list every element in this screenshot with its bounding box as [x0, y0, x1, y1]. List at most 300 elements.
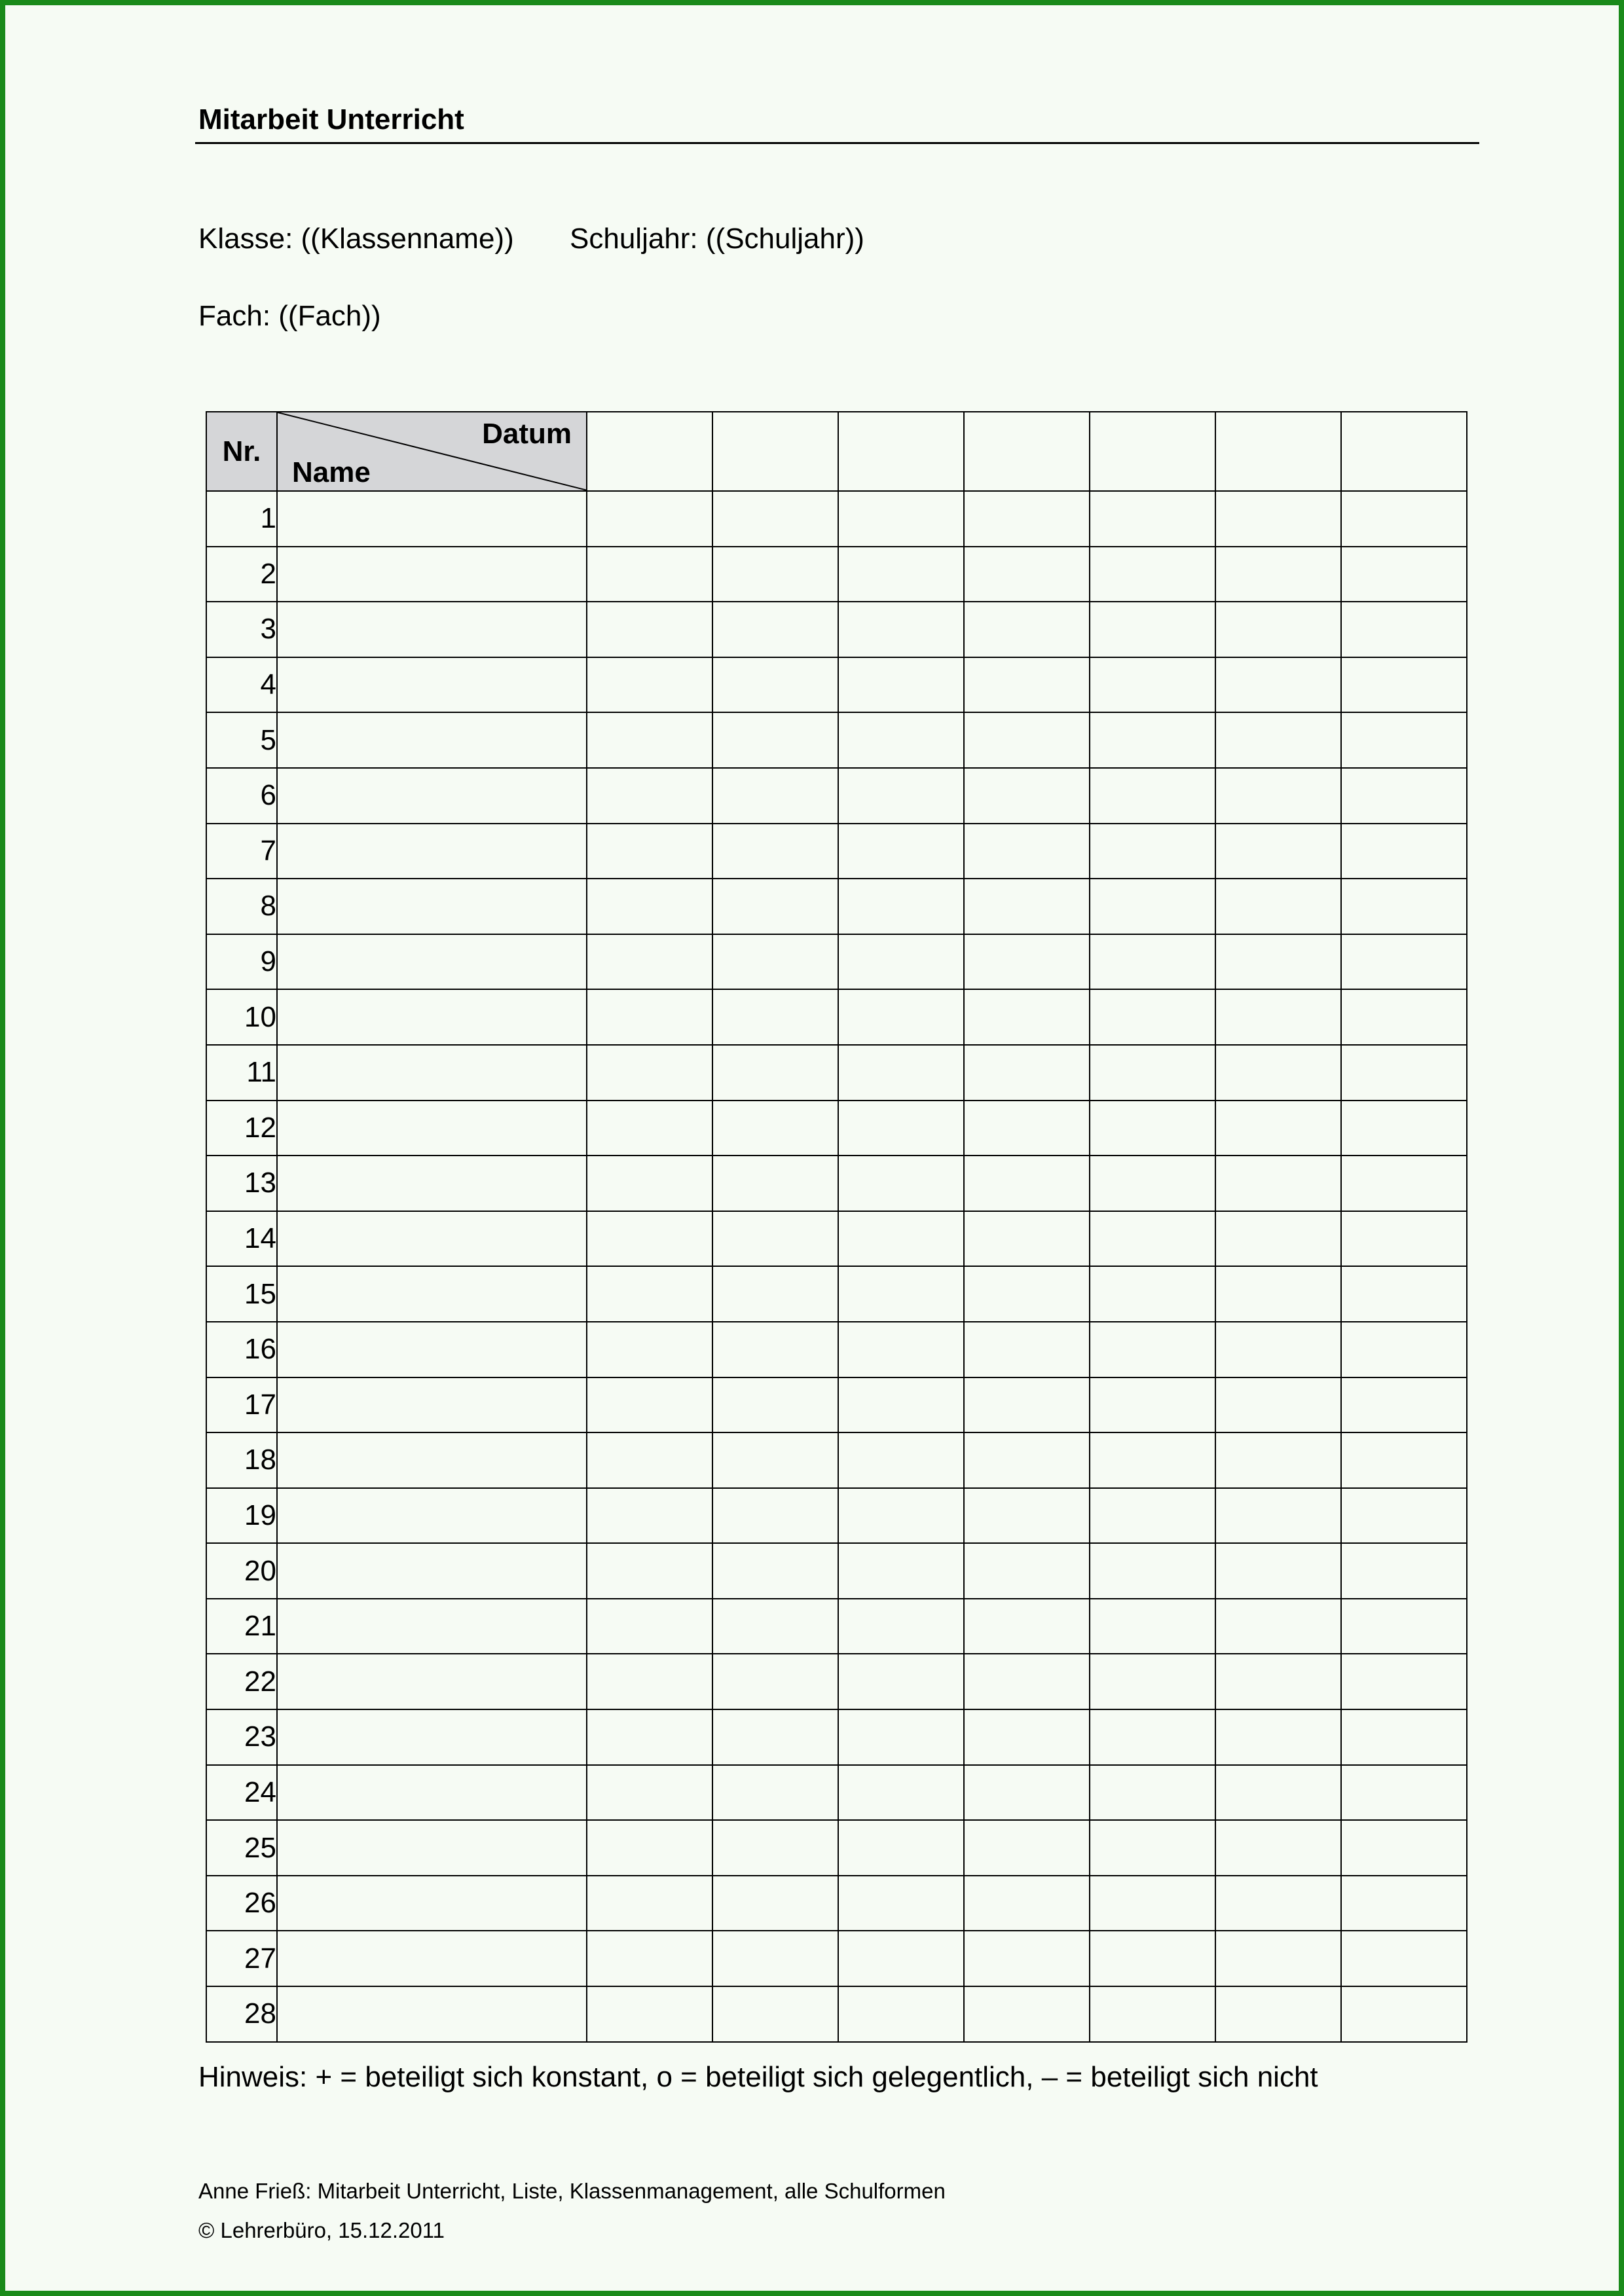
mark-cell[interactable]: [1215, 934, 1341, 990]
mark-cell[interactable]: [1090, 1986, 1215, 2042]
mark-cell[interactable]: [1341, 1156, 1467, 1211]
name-cell[interactable]: [277, 1322, 587, 1377]
mark-cell[interactable]: [1341, 1820, 1467, 1876]
name-cell[interactable]: [277, 1488, 587, 1544]
mark-cell[interactable]: [1215, 1156, 1341, 1211]
mark-cell[interactable]: [1090, 1432, 1215, 1488]
table-row: [206, 1101, 1467, 1156]
mark-cell[interactable]: [964, 1931, 1090, 1986]
mark-cell[interactable]: [1090, 934, 1215, 990]
legend-hint: Hinweis: + = beteiligt sich konstant, o = beteiligt sich gelegentlich, – = beteiligt sich nicht: [198, 2061, 1318, 2093]
mark-cell[interactable]: [587, 1820, 712, 1876]
mark-cell[interactable]: [1090, 1931, 1215, 1986]
participation-table: [206, 411, 1467, 2043]
mark-cell[interactable]: [964, 879, 1090, 934]
mark-cell[interactable]: [964, 1488, 1090, 1544]
mark-cell[interactable]: [1090, 1599, 1215, 1654]
table-row: [206, 1432, 1467, 1488]
table-row: [206, 712, 1467, 768]
header-date-cell[interactable]: [1341, 412, 1467, 491]
row-number: 1: [206, 491, 277, 547]
mark-cell[interactable]: [838, 1931, 964, 1986]
mark-cell[interactable]: [1215, 1876, 1341, 1931]
row-number: 25: [206, 1820, 277, 1876]
mark-cell[interactable]: [1215, 879, 1341, 934]
table-row: [206, 768, 1467, 824]
mark-cell[interactable]: [587, 602, 712, 657]
mark-cell[interactable]: [1215, 989, 1341, 1045]
mark-cell[interactable]: [1215, 1266, 1341, 1322]
table-row: [206, 1654, 1467, 1709]
table-header-row: [206, 412, 1467, 491]
header-nr: Nr.: [206, 412, 277, 491]
mark-cell[interactable]: [587, 1931, 712, 1986]
mark-cell[interactable]: [1215, 1709, 1341, 1765]
title-underline: [195, 142, 1479, 144]
row-number: 8: [206, 879, 277, 934]
mark-cell[interactable]: [1090, 547, 1215, 602]
mark-cell[interactable]: [838, 1322, 964, 1377]
mark-cell[interactable]: [712, 1986, 838, 2042]
mark-cell[interactable]: [1215, 1543, 1341, 1599]
mark-cell[interactable]: [838, 1709, 964, 1765]
mark-cell[interactable]: [1215, 1322, 1341, 1377]
name-cell[interactable]: [277, 547, 587, 602]
mark-cell[interactable]: [712, 934, 838, 990]
table-row: [206, 547, 1467, 602]
name-cell[interactable]: [277, 1654, 587, 1709]
table-row: [206, 657, 1467, 713]
mark-cell[interactable]: [1215, 1820, 1341, 1876]
name-cell[interactable]: [277, 1101, 587, 1156]
mark-cell[interactable]: [1215, 1765, 1341, 1821]
row-number: 13: [206, 1156, 277, 1211]
mark-cell[interactable]: [964, 602, 1090, 657]
mark-cell[interactable]: [1341, 934, 1467, 990]
name-cell[interactable]: [277, 1156, 587, 1211]
mark-cell[interactable]: [1341, 1377, 1467, 1433]
table-row: [206, 1266, 1467, 1322]
mark-cell[interactable]: [964, 1322, 1090, 1377]
mark-cell[interactable]: [964, 934, 1090, 990]
mark-cell[interactable]: [587, 768, 712, 824]
header-date-cell[interactable]: [964, 412, 1090, 491]
mark-cell[interactable]: [964, 1045, 1090, 1101]
table-row: [206, 989, 1467, 1045]
mark-cell[interactable]: [964, 1266, 1090, 1322]
mark-cell[interactable]: [838, 879, 964, 934]
mark-cell[interactable]: [1090, 1377, 1215, 1433]
mark-cell[interactable]: [712, 1377, 838, 1433]
mark-cell[interactable]: [838, 1876, 964, 1931]
mark-cell[interactable]: [838, 1986, 964, 2042]
header-date-cell[interactable]: [587, 412, 712, 491]
table-row: [206, 1876, 1467, 1931]
name-cell[interactable]: [277, 1543, 587, 1599]
table-row: [206, 1599, 1467, 1654]
mark-cell[interactable]: [1341, 1876, 1467, 1931]
mark-cell[interactable]: [1341, 1266, 1467, 1322]
mark-cell[interactable]: [1090, 1488, 1215, 1544]
mark-cell[interactable]: [712, 712, 838, 768]
mark-cell[interactable]: [1341, 1322, 1467, 1377]
mark-cell[interactable]: [1090, 1101, 1215, 1156]
mark-cell[interactable]: [1090, 1322, 1215, 1377]
mark-cell[interactable]: [1215, 1599, 1341, 1654]
mark-cell[interactable]: [1341, 1709, 1467, 1765]
name-cell[interactable]: [277, 879, 587, 934]
table-row: [206, 824, 1467, 879]
row-number: 6: [206, 768, 277, 824]
mark-cell[interactable]: [587, 1211, 712, 1267]
mark-cell[interactable]: [1215, 768, 1341, 824]
mark-cell[interactable]: [1090, 1211, 1215, 1267]
header-date-cell[interactable]: [1215, 412, 1341, 491]
mark-cell[interactable]: [1215, 712, 1341, 768]
header-name-datum: [277, 412, 587, 491]
mark-cell[interactable]: [838, 768, 964, 824]
mark-cell[interactable]: [838, 1156, 964, 1211]
row-number: 12: [206, 1101, 277, 1156]
mark-cell[interactable]: [1341, 824, 1467, 879]
mark-cell[interactable]: [712, 824, 838, 879]
mark-cell[interactable]: [587, 1101, 712, 1156]
mark-cell[interactable]: [1090, 491, 1215, 547]
row-number: 15: [206, 1266, 277, 1322]
footer-credit: Anne Frieß: Mitarbeit Unterricht, Liste, Klassenmanagement, alle Schulformen: [198, 2179, 946, 2203]
row-number: 9: [206, 934, 277, 990]
mark-cell[interactable]: [587, 879, 712, 934]
row-number: 10: [206, 989, 277, 1045]
name-cell[interactable]: [277, 934, 587, 990]
mark-cell[interactable]: [1215, 602, 1341, 657]
mark-cell[interactable]: [964, 657, 1090, 713]
mark-cell[interactable]: [838, 1266, 964, 1322]
mark-cell[interactable]: [1341, 1488, 1467, 1544]
mark-cell[interactable]: [1215, 1654, 1341, 1709]
mark-cell[interactable]: [1215, 547, 1341, 602]
mark-cell[interactable]: [964, 491, 1090, 547]
mark-cell[interactable]: [587, 1543, 712, 1599]
mark-cell[interactable]: [587, 1599, 712, 1654]
mark-cell[interactable]: [838, 1211, 964, 1267]
mark-cell[interactable]: [1215, 1931, 1341, 1986]
mark-cell[interactable]: [712, 1432, 838, 1488]
mark-cell[interactable]: [1090, 602, 1215, 657]
mark-cell[interactable]: [1090, 1709, 1215, 1765]
table-row: [206, 1377, 1467, 1433]
mark-cell[interactable]: [1215, 1377, 1341, 1433]
mark-cell[interactable]: [712, 1211, 838, 1267]
mark-cell[interactable]: [838, 1654, 964, 1709]
row-number: 16: [206, 1322, 277, 1377]
mark-cell[interactable]: [964, 712, 1090, 768]
mark-cell[interactable]: [838, 712, 964, 768]
row-number: 22: [206, 1654, 277, 1709]
mark-cell[interactable]: [712, 1876, 838, 1931]
header-date-cell[interactable]: [1090, 412, 1215, 491]
mark-cell[interactable]: [1341, 657, 1467, 713]
row-number: 18: [206, 1432, 277, 1488]
mark-cell[interactable]: [712, 1101, 838, 1156]
mark-cell[interactable]: [587, 1432, 712, 1488]
mark-cell[interactable]: [964, 1820, 1090, 1876]
mark-cell[interactable]: [964, 1654, 1090, 1709]
mark-cell[interactable]: [1215, 1986, 1341, 2042]
mark-cell[interactable]: [838, 1377, 964, 1433]
mark-cell[interactable]: [587, 491, 712, 547]
mark-cell[interactable]: [1341, 1931, 1467, 1986]
mark-cell[interactable]: [1215, 1432, 1341, 1488]
mark-cell[interactable]: [838, 1045, 964, 1101]
mark-cell[interactable]: [1341, 547, 1467, 602]
table-row: [206, 491, 1467, 547]
mark-cell[interactable]: [838, 491, 964, 547]
mark-cell[interactable]: [964, 1432, 1090, 1488]
name-cell[interactable]: [277, 657, 587, 713]
mark-cell[interactable]: [838, 989, 964, 1045]
mark-cell[interactable]: [587, 1876, 712, 1931]
mark-cell[interactable]: [1090, 657, 1215, 713]
row-number: 19: [206, 1488, 277, 1544]
mark-cell[interactable]: [1341, 1599, 1467, 1654]
mark-cell[interactable]: [1215, 1045, 1341, 1101]
mark-cell[interactable]: [587, 657, 712, 713]
mark-cell[interactable]: [1215, 824, 1341, 879]
mark-cell[interactable]: [587, 1654, 712, 1709]
mark-cell[interactable]: [587, 1986, 712, 2042]
table-row: [206, 1488, 1467, 1544]
mark-cell[interactable]: [712, 1488, 838, 1544]
mark-cell[interactable]: [1215, 1101, 1341, 1156]
mark-cell[interactable]: [712, 602, 838, 657]
mark-cell[interactable]: [1215, 491, 1341, 547]
table-row: [206, 1765, 1467, 1821]
mark-cell[interactable]: [587, 1045, 712, 1101]
mark-cell[interactable]: [964, 1377, 1090, 1433]
mark-cell[interactable]: [838, 1599, 964, 1654]
mark-cell[interactable]: [964, 824, 1090, 879]
schuljahr-field: Schuljahr: ((Schuljahr)): [570, 223, 864, 255]
mark-cell[interactable]: [712, 1543, 838, 1599]
mark-cell[interactable]: [1341, 1045, 1467, 1101]
mark-cell[interactable]: [1090, 989, 1215, 1045]
header-datum: Datum: [482, 418, 572, 450]
mark-cell[interactable]: [1090, 1266, 1215, 1322]
table-row: [206, 1156, 1467, 1211]
mark-cell[interactable]: [838, 1820, 964, 1876]
mark-cell[interactable]: [1341, 602, 1467, 657]
name-cell[interactable]: [277, 602, 587, 657]
mark-cell[interactable]: [1090, 1156, 1215, 1211]
row-number: 17: [206, 1377, 277, 1433]
mark-cell[interactable]: [964, 1599, 1090, 1654]
mark-cell[interactable]: [712, 989, 838, 1045]
mark-cell[interactable]: [1341, 1654, 1467, 1709]
name-cell[interactable]: [277, 1432, 587, 1488]
mark-cell[interactable]: [712, 1322, 838, 1377]
mark-cell[interactable]: [712, 1599, 838, 1654]
mark-cell[interactable]: [1341, 989, 1467, 1045]
row-number: 23: [206, 1709, 277, 1765]
row-number: 2: [206, 547, 277, 602]
mark-cell[interactable]: [712, 1266, 838, 1322]
row-number: 3: [206, 602, 277, 657]
mark-cell[interactable]: [1215, 1488, 1341, 1544]
mark-cell[interactable]: [1341, 768, 1467, 824]
mark-cell[interactable]: [838, 602, 964, 657]
mark-cell[interactable]: [964, 1876, 1090, 1931]
row-number: 27: [206, 1931, 277, 1986]
row-number: 20: [206, 1543, 277, 1599]
mark-cell[interactable]: [838, 1432, 964, 1488]
table-row: [206, 934, 1467, 990]
mark-cell[interactable]: [1090, 824, 1215, 879]
header-name: Name: [292, 456, 371, 488]
mark-cell[interactable]: [964, 989, 1090, 1045]
table-row: [206, 1820, 1467, 1876]
mark-cell[interactable]: [1341, 1765, 1467, 1821]
mark-cell[interactable]: [712, 1709, 838, 1765]
row-number: 26: [206, 1876, 277, 1931]
mark-cell[interactable]: [1341, 1211, 1467, 1267]
mark-cell[interactable]: [712, 768, 838, 824]
mark-cell[interactable]: [1090, 879, 1215, 934]
name-cell[interactable]: [277, 768, 587, 824]
mark-cell[interactable]: [838, 1543, 964, 1599]
mark-cell[interactable]: [1090, 712, 1215, 768]
name-cell[interactable]: [277, 989, 587, 1045]
name-cell[interactable]: [277, 1876, 587, 1931]
name-cell[interactable]: [277, 1765, 587, 1821]
table-row: [206, 1211, 1467, 1267]
mark-cell[interactable]: [712, 657, 838, 713]
row-number: 5: [206, 712, 277, 768]
mark-cell[interactable]: [1341, 1986, 1467, 2042]
mark-cell[interactable]: [838, 547, 964, 602]
table-row: [206, 1322, 1467, 1377]
mark-cell[interactable]: [964, 1101, 1090, 1156]
mark-cell[interactable]: [1090, 1820, 1215, 1876]
mark-cell[interactable]: [587, 989, 712, 1045]
mark-cell[interactable]: [587, 934, 712, 990]
mark-cell[interactable]: [964, 547, 1090, 602]
header-date-cell[interactable]: [712, 412, 838, 491]
mark-cell[interactable]: [1341, 491, 1467, 547]
table-row: [206, 602, 1467, 657]
mark-cell[interactable]: [838, 824, 964, 879]
mark-cell[interactable]: [964, 1543, 1090, 1599]
table-row: [206, 1543, 1467, 1599]
mark-cell[interactable]: [587, 1709, 712, 1765]
mark-cell[interactable]: [712, 1820, 838, 1876]
table-row: [206, 1709, 1467, 1765]
row-number: 7: [206, 824, 277, 879]
row-number: 28: [206, 1986, 277, 2042]
mark-cell[interactable]: [964, 1211, 1090, 1267]
mark-cell[interactable]: [1090, 1654, 1215, 1709]
mark-cell[interactable]: [1341, 1543, 1467, 1599]
klasse-field: Klasse: ((Klassenname)): [198, 223, 514, 255]
table-row: [206, 1986, 1467, 2042]
mark-cell[interactable]: [838, 657, 964, 713]
mark-cell[interactable]: [1090, 1876, 1215, 1931]
table-row: [206, 1045, 1467, 1101]
mark-cell[interactable]: [587, 1488, 712, 1544]
name-cell[interactable]: [277, 1211, 587, 1267]
mark-cell[interactable]: [964, 1765, 1090, 1821]
mark-cell[interactable]: [1215, 1211, 1341, 1267]
mark-cell[interactable]: [587, 1156, 712, 1211]
mark-cell[interactable]: [587, 712, 712, 768]
name-cell[interactable]: [277, 1709, 587, 1765]
mark-cell[interactable]: [587, 1765, 712, 1821]
name-cell[interactable]: [277, 712, 587, 768]
mark-cell[interactable]: [712, 1156, 838, 1211]
mark-cell[interactable]: [1090, 1543, 1215, 1599]
name-cell[interactable]: [277, 824, 587, 879]
mark-cell[interactable]: [712, 1045, 838, 1101]
mark-cell[interactable]: [1090, 1045, 1215, 1101]
mark-cell[interactable]: [1341, 1101, 1467, 1156]
row-number: 24: [206, 1765, 277, 1821]
mark-cell[interactable]: [712, 879, 838, 934]
mark-cell[interactable]: [838, 1488, 964, 1544]
mark-cell[interactable]: [587, 1266, 712, 1322]
mark-cell[interactable]: [1341, 712, 1467, 768]
mark-cell[interactable]: [712, 1654, 838, 1709]
name-cell[interactable]: [277, 1045, 587, 1101]
table-row: [206, 1931, 1467, 1986]
row-number: 21: [206, 1599, 277, 1654]
header-date-cell[interactable]: [838, 412, 964, 491]
page-title: Mitarbeit Unterricht: [198, 103, 464, 136]
mark-cell[interactable]: [587, 1377, 712, 1433]
mark-cell[interactable]: [712, 1931, 838, 1986]
name-cell[interactable]: [277, 491, 587, 547]
mark-cell[interactable]: [1215, 657, 1341, 713]
mark-cell[interactable]: [712, 1765, 838, 1821]
row-number: 4: [206, 657, 277, 713]
name-cell[interactable]: [277, 1377, 587, 1433]
name-cell[interactable]: [277, 1599, 587, 1654]
mark-cell[interactable]: [838, 1101, 964, 1156]
mark-cell[interactable]: [1341, 879, 1467, 934]
row-number: 11: [206, 1045, 277, 1101]
mark-cell[interactable]: [587, 1322, 712, 1377]
mark-cell[interactable]: [712, 491, 838, 547]
footer-copyright: © Lehrerbüro, 15.12.2011: [198, 2218, 445, 2242]
mark-cell[interactable]: [838, 934, 964, 990]
mark-cell[interactable]: [587, 547, 712, 602]
table-row: [206, 879, 1467, 934]
name-cell[interactable]: [277, 1266, 587, 1322]
mark-cell[interactable]: [1090, 1765, 1215, 1821]
mark-cell[interactable]: [964, 768, 1090, 824]
mark-cell[interactable]: [838, 1765, 964, 1821]
name-cell[interactable]: [277, 1986, 587, 2042]
mark-cell[interactable]: [964, 1156, 1090, 1211]
name-cell[interactable]: [277, 1820, 587, 1876]
mark-cell[interactable]: [964, 1709, 1090, 1765]
mark-cell[interactable]: [1341, 1432, 1467, 1488]
mark-cell[interactable]: [712, 547, 838, 602]
mark-cell[interactable]: [964, 1986, 1090, 2042]
mark-cell[interactable]: [587, 824, 712, 879]
name-cell[interactable]: [277, 1931, 587, 1986]
row-number: 14: [206, 1211, 277, 1267]
mark-cell[interactable]: [1090, 768, 1215, 824]
